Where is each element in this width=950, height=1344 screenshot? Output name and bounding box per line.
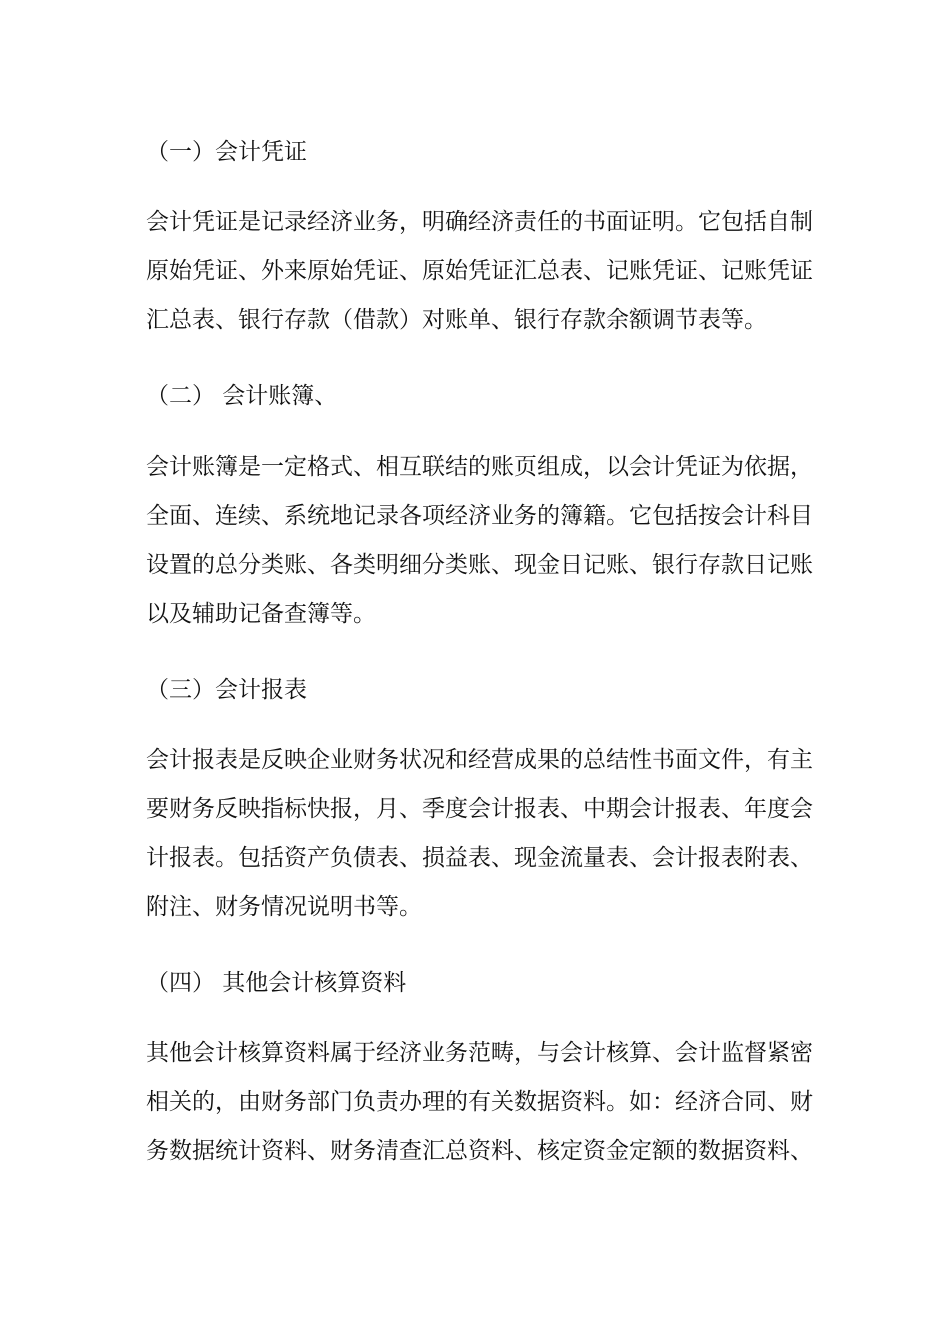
section-2-heading: （二） 会计账簿、 [146,383,338,409]
paragraph-line: 汇总表、银行存款（借款）对账单、银行存款余额调节表等。 [146,307,767,333]
paragraph-line: 会计账簿是一定格式、相互联结的账页组成，以会计凭证为依据， [146,454,813,480]
paragraph-line: 相关的，由财务部门负责办理的有关数据资料。如：经济合同、财 [146,1089,813,1115]
paragraph-line: 附注、财务情况说明书等。 [146,894,422,920]
paragraph-line: 会计报表是反映企业财务状况和经营成果的总结性书面文件，有主 [146,747,813,773]
section-3-paragraph [146,736,816,932]
paragraph-line: 计报表。包括资产负债表、损益表、现金流量表、会计报表附表、 [146,845,813,871]
paragraph-line: 原始凭证、外来原始凭证、原始凭证汇总表、记账凭证、记账凭证 [146,258,813,284]
section-4-heading: （四） 其他会计核算资料 [146,970,407,996]
section-1-heading: （一）会计凭证 [146,139,307,165]
paragraph-line: 务数据统计资料、财务清查汇总资料、核定资金定额的数据资料、 [146,1138,813,1164]
paragraph-line: 会计凭证是记录经济业务，明确经济责任的书面证明。它包括自制 [146,209,813,235]
paragraph-line: 全面、连续、系统地记录各项经济业务的簿籍。它包括按会计科目 [146,503,813,529]
paragraph-line: 要财务反映指标快报，月、季度会计报表、中期会计报表、年度会 [146,796,813,822]
section-2-paragraph [146,443,816,639]
section-1-paragraph [146,198,816,345]
section-3-heading: （三）会计报表 [146,677,307,703]
paragraph-line: 设置的总分类账、各类明细分类账、现金日记账、银行存款日记账 [146,552,813,578]
paragraph-line: 其他会计核算资料属于经济业务范畴，与会计核算、会计监督紧密 [146,1040,813,1066]
paragraph-line: 以及辅助记备查簿等。 [146,601,376,627]
section-4-paragraph [146,1029,816,1176]
